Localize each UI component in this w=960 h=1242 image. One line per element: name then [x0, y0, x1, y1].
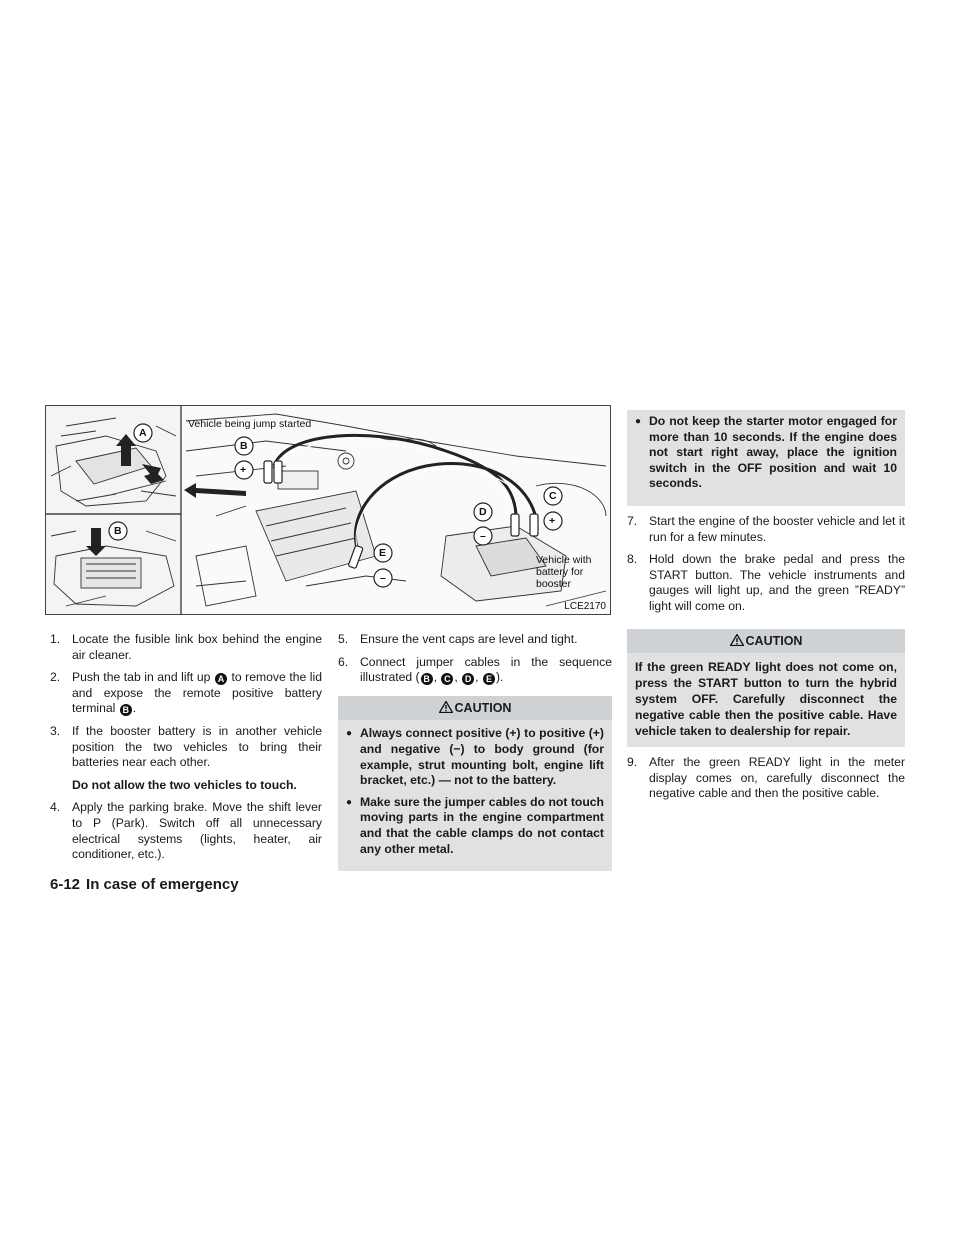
plus-sign-2: + — [549, 515, 556, 527]
section-title: In case of emergency — [86, 876, 239, 893]
caution-heading — [627, 629, 905, 654]
step-5 — [338, 632, 612, 648]
minus-sign-2: – — [380, 572, 386, 584]
page-number: 6-12 — [50, 876, 81, 893]
callout-e-badge: E — [483, 673, 495, 685]
column-3 — [627, 410, 905, 809]
callout-b-badge: B — [120, 704, 132, 716]
caution-title: CAUTION — [745, 633, 803, 648]
warning-triangle-icon — [730, 634, 744, 646]
figure-code: LCE2170 — [564, 601, 606, 612]
callout-b-main: B — [240, 440, 248, 452]
minus-sign-1: – — [480, 530, 486, 542]
caution-bullet-3: ● Do not keep the starter motor engaged for more than 10 seconds. If the engine does not start right away, place the ignition switch in the OFF position and wait 10 seconds. — [635, 414, 897, 492]
step-4 — [50, 800, 322, 862]
engine-bay-drawing — [46, 406, 610, 614]
step-text: Ensure the vent caps are level and tight. — [360, 632, 578, 646]
step-number: 9. — [627, 755, 638, 770]
callout-e: E — [379, 547, 387, 559]
step-text: Connect jumper cables in the sequence illustrated ( — [360, 654, 612, 685]
plus-sign-1: + — [240, 464, 247, 476]
step-text: Locate the fusible link box behind the engine air cleaner. — [72, 632, 322, 662]
step-2 — [50, 670, 322, 717]
step-8 — [627, 552, 905, 614]
column-2 — [338, 632, 612, 879]
step-1 — [50, 632, 322, 663]
step-text: to remove the lid and expose the remote positive battery terminal — [72, 670, 322, 716]
caution-bullet-1: ● Always connect positive (+) to positive (+) and negative (−) to body ground (for example, strut mounting bolt, engine lift bracket, etc.) — not to the battery. — [346, 726, 604, 788]
callout-a-badge: A — [215, 673, 227, 685]
step-3-warning: Do not allow the two vehicles to touch. — [72, 777, 297, 792]
callout-c-badge: C — [441, 673, 453, 685]
caution-box-2 — [627, 629, 905, 748]
step-text: Push the tab in and lift up — [72, 670, 214, 685]
step-number: 4. — [50, 800, 61, 815]
step-text: . — [132, 701, 137, 716]
callout-d: D — [479, 506, 487, 518]
callout-b-badge: B — [421, 673, 433, 685]
column-1 — [50, 632, 322, 870]
step-3 — [50, 724, 322, 771]
callout-d-badge: D — [462, 673, 474, 685]
step-number: 7. — [627, 513, 638, 528]
caution-bullet-2: ● Make sure the jumper cables do not touch moving parts in the engine compartment and that the cable clamps do not contact any other metal. — [346, 795, 604, 857]
step-text: Hold down the brake pedal and press the START button. The vehicle instruments and gauges will light up, and the green ”READY” light will come on. — [649, 552, 905, 613]
step-text: After the green READY light in the meter display comes on, carefully disconnect the negative cable and then the positive cable. — [649, 755, 905, 801]
callout-b-inset: B — [114, 525, 122, 537]
step-number: 6. — [338, 654, 349, 669]
step-9 — [627, 755, 905, 802]
step-number: 2. — [50, 670, 61, 685]
booster-vehicle-label: Vehicle with battery for booster — [536, 554, 592, 590]
step-number: 1. — [50, 632, 61, 646]
step-7 — [627, 514, 905, 545]
step-number: 3. — [50, 723, 61, 738]
callout-a: A — [139, 427, 147, 439]
caution-box-continued — [627, 410, 905, 506]
step-number: 8. — [627, 552, 638, 567]
step-text: Start the engine of the booster vehicle and let it run for a few minutes. — [649, 513, 905, 544]
step-text: ). — [495, 670, 504, 685]
caution-box-1 — [338, 696, 612, 871]
callout-c: C — [549, 490, 557, 502]
caution-text: If the green READY light does not come on, press the START button to turn the hybrid system OFF. Carefully disconnect the negative cable then the positive cable. Have vehicle taken to dealership for repair. — [635, 660, 897, 739]
step-text: Apply the parking brake. Move the shift lever to P (Park). Switch off all unnecessary electrical systems (lights, heater, air conditioner, etc.). — [72, 800, 322, 862]
step-6: 6. Connect jumper cables in the sequence illustrated ( B , C , D , E ). — [338, 654, 612, 685]
caution-heading — [338, 696, 612, 721]
warning-triangle-icon — [439, 701, 453, 713]
step-text: If the booster battery is in another vehicle position the two vehicles to bring their batteries near each other. — [72, 723, 322, 770]
caution-title: CAUTION — [454, 700, 512, 715]
vehicle-jump-started-label: Vehicle being jump started — [188, 418, 312, 430]
jump-start-illustration — [45, 405, 611, 615]
page-footer — [50, 876, 239, 893]
step-number: 5. — [338, 632, 349, 646]
